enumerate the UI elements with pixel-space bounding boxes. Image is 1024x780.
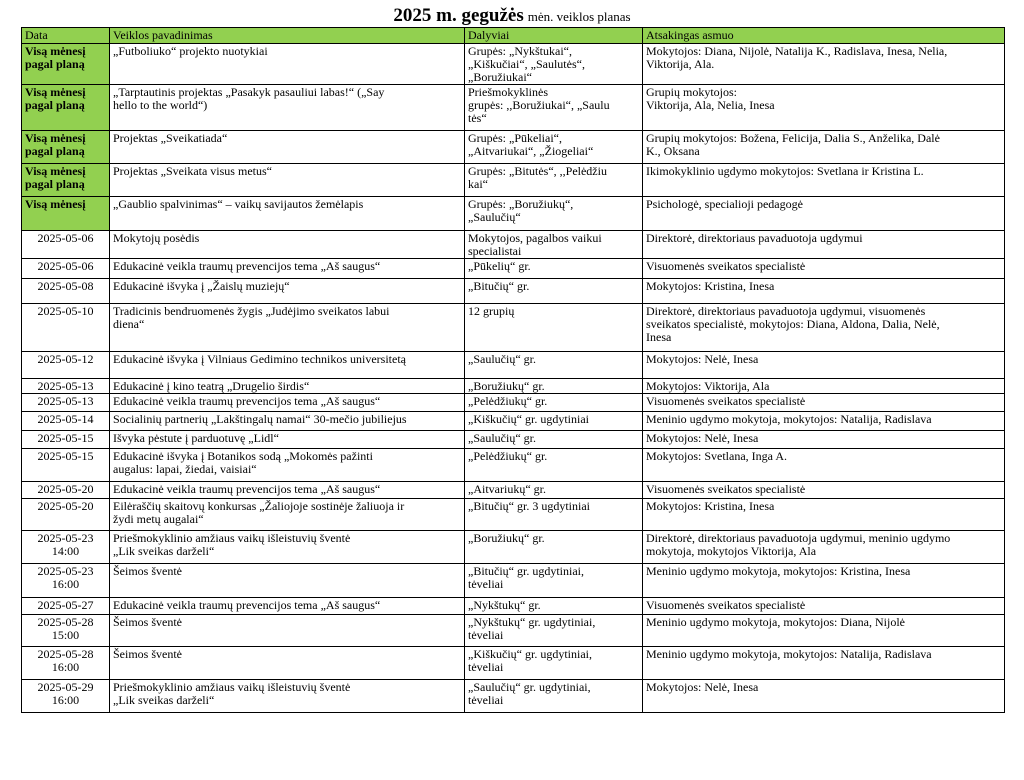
row-date: 2025-05-06 [22,259,110,279]
row-participants: „Saulučių“ gr. [465,431,643,449]
row-participants: Priešmokyklinės grupės: ,,Boružiukai“, „Saulu tės“ [465,85,643,131]
table-row [22,259,1005,279]
row-participants: Grupės: „Nykštukai“, „Kiškučiai“, „Saulutės“, „Boružiukai“ [465,44,643,85]
row-responsible: Mokytojos: Diana, Nijolė, Natalija K., Radislava, Inesa, Nelia, Viktorija, Ala. [643,44,1005,85]
row-participants: Grupės: „Boružiukų“, „Saulučių“ [465,197,643,231]
row-participants: Mokytojos, pagalbos vaikui specialistai [465,231,643,259]
row-responsible: Mokytojos: Svetlana, Inga A. [643,449,1005,482]
row-participants: „Kiškučių“ gr. ugdytiniai [465,412,643,431]
row-participants: „Aitvariukų“ gr. [465,482,643,499]
row-participants: Grupės: „Pūkeliai“, „Aitvariukai“, „Žiogeliai“ [465,131,643,164]
row-responsible: Direktorė, direktoriaus pavaduotoja ugdymui, meninio ugdymo mokytoja, mokytojos Viktorija, Ala [643,531,1005,564]
row-activity: Mokytojų posėdis [110,231,465,259]
table-row [22,379,1005,394]
row-activity: Edukacinė išvyka į Vilniaus Gedimino technikos universitetą [110,352,465,379]
table-row [22,431,1005,449]
row-participants: „Pūkelių“ gr. [465,259,643,279]
table-row [22,531,1005,564]
row-activity: Projektas „Sveikata visus metus“ [110,164,465,197]
row-participants: „Saulučių“ gr. [465,352,643,379]
row-responsible: Mokytojos: Nelė, Inesa [643,431,1005,449]
row-activity: Projektas „Sveikatiada“ [110,131,465,164]
row-participants: Grupės: „Bitutės“, ,,Pelėdžiu kai“ [465,164,643,197]
table-row [22,131,1005,164]
row-date: 2025-05-10 [22,304,110,352]
table-row [22,85,1005,131]
row-activity: Eilėraščių skaitovų konkursas „Žaliojoje sostinėje žaliuoja ir žydi metų augalai“ [110,499,465,531]
row-date: 2025-05-14 [22,412,110,431]
row-responsible: Meninio ugdymo mokytoja, mokytojos: Natalija, Radislava [643,412,1005,431]
table-row [22,598,1005,615]
row-date: 2025-05-12 [22,352,110,379]
row-activity: Edukacinė išvyka į Botanikos sodą „Mokomės pažinti augalus: lapai, žiedai, vaisiai“ [110,449,465,482]
row-date: 2025-05-15 [22,449,110,482]
row-activity: Edukacinė į kino teatrą „Drugelio širdis“ [110,379,465,394]
row-date: Visą mėnesį pagal planą [22,164,110,197]
row-date: 2025-05-28 16:00 [22,647,110,680]
row-activity: „Tarptautinis projektas „Pasakyk pasauliui labas!“ („Say hello to the world“) [110,85,465,131]
row-date: 2025-05-15 [22,431,110,449]
row-participants: „Kiškučių“ gr. ugdytiniai, tėveliai [465,647,643,680]
row-activity: Šeimos šventė [110,564,465,598]
table-row [22,197,1005,231]
row-date: Visą mėnesį [22,197,110,231]
row-responsible: Mokytojos: Nelė, Inesa [643,680,1005,713]
table-row [22,164,1005,197]
row-responsible: Meninio ugdymo mokytoja, mokytojos: Kristina, Inesa [643,564,1005,598]
row-activity: „Futboliuko“ projekto nuotykiai [110,44,465,85]
row-activity: Edukacinė veikla traumų prevencijos tema „Aš saugus“ [110,482,465,499]
title-main: 2025 m. gegužės [393,5,524,26]
row-responsible: Psichologė, specialioji pedagogė [643,197,1005,231]
row-date: 2025-05-08 [22,279,110,304]
row-responsible: Visuomenės sveikatos specialistė [643,598,1005,615]
table-row [22,482,1005,499]
row-participants: „Nykštukų“ gr. [465,598,643,615]
table-row [22,231,1005,259]
row-date: 2025-05-20 [22,499,110,531]
row-activity: „Gaublio spalvinimas“ – vaikų savijautos žemėlapis [110,197,465,231]
activity-plan-table [21,27,1005,713]
row-activity: Šeimos šventė [110,647,465,680]
row-participants: „Bitučių“ gr. 3 ugdytiniai [465,499,643,531]
row-date: 2025-05-27 [22,598,110,615]
table-row [22,304,1005,352]
row-activity: Priešmokyklinio amžiaus vaikų išleistuvių šventė „Lik sveikas darželi“ [110,531,465,564]
row-activity: Edukacinė veikla traumų prevencijos tema „Aš saugus“ [110,598,465,615]
row-activity: Tradicinis bendruomenės žygis „Judėjimo sveikatos labui diena“ [110,304,465,352]
row-responsible: Direktorė, direktoriaus pavaduotoja ugdymui [643,231,1005,259]
table-row [22,680,1005,713]
row-participants: „Boružiukų“ gr. [465,531,643,564]
row-date: 2025-05-28 15:00 [22,615,110,647]
row-activity: Edukacinė veikla traumų prevencijos tema „Aš saugus“ [110,394,465,412]
row-date: 2025-05-06 [22,231,110,259]
row-participants: „Boružiukų“ gr. [465,379,643,394]
row-responsible: Ikimokyklinio ugdymo mokytojos: Svetlana ir Kristina L. [643,164,1005,197]
row-activity: Priešmokyklinio amžiaus vaikų išleistuvių šventė „Lik sveikas darželi“ [110,680,465,713]
row-participants: „Pelėdžiukų“ gr. [465,449,643,482]
document-title [0,4,1024,29]
row-responsible: Mokytojos: Nelė, Inesa [643,352,1005,379]
header-activity: Veiklos pavadinimas [110,28,465,44]
table-row [22,352,1005,379]
row-date: 2025-05-13 [22,394,110,412]
table-row [22,615,1005,647]
row-activity: Edukacinė veikla traumų prevencijos tema „Aš saugus“ [110,259,465,279]
table-row [22,449,1005,482]
row-date: Visą mėnesį pagal planą [22,85,110,131]
row-responsible: Grupių mokytojos: Božena, Felicija, Dalia S., Anželika, Dalė K., Oksana [643,131,1005,164]
row-participants: 12 grupių [465,304,643,352]
row-participants: „Bitučių“ gr. [465,279,643,304]
row-responsible: Mokytojos: Viktorija, Ala [643,379,1005,394]
table-row [22,279,1005,304]
row-responsible: Mokytojos: Kristina, Inesa [643,279,1005,304]
row-date: 2025-05-23 16:00 [22,564,110,598]
row-participants: „Pelėdžiukų“ gr. [465,394,643,412]
row-date: Visą mėnesį pagal planą [22,44,110,85]
row-responsible: Visuomenės sveikatos specialistė [643,394,1005,412]
table-row [22,647,1005,680]
row-date: Visą mėnesį pagal planą [22,131,110,164]
table-row [22,499,1005,531]
table-row [22,394,1005,412]
row-responsible: Visuomenės sveikatos specialistė [643,482,1005,499]
row-participants: „Bitučių“ gr. ugdytiniai, tėveliai [465,564,643,598]
row-date: 2025-05-20 [22,482,110,499]
header-participants: Dalyviai [465,28,643,44]
header-date: Data [22,28,110,44]
row-activity: Socialinių partnerių „Lakštingalų namai“ 30-mečio jubiliejus [110,412,465,431]
row-responsible: Direktorė, direktoriaus pavaduotoja ugdymui, visuomenės sveikatos specialistė, mokytojos: Diana, Aldona, Dalia, Nelė, Inesa [643,304,1005,352]
row-date: 2025-05-29 16:00 [22,680,110,713]
row-date: 2025-05-13 [22,379,110,394]
table-row [22,564,1005,598]
row-participants: „Saulučių“ gr. ugdytiniai, tėveliai [465,680,643,713]
table-body [22,44,1005,713]
row-responsible: Visuomenės sveikatos specialistė [643,259,1005,279]
row-responsible: Grupių mokytojos: Viktorija, Ala, Nelia, Inesa [643,85,1005,131]
header-responsible: Atsakingas asmuo [643,28,1005,44]
row-participants: „Nykštukų“ gr. ugdytiniai, tėveliai [465,615,643,647]
table-row [22,412,1005,431]
title-sub: mėn. veiklos planas [527,9,631,24]
row-responsible: Meninio ugdymo mokytoja, mokytojos: Diana, Nijolė [643,615,1005,647]
table-row [22,44,1005,85]
row-date: 2025-05-23 14:00 [22,531,110,564]
row-activity: Edukacinė išvyka į „Žaislų muziejų“ [110,279,465,304]
table-header-row [22,28,1005,44]
row-responsible: Meninio ugdymo mokytoja, mokytojos: Natalija, Radislava [643,647,1005,680]
row-activity: Šeimos šventė [110,615,465,647]
row-activity: Išvyka pėstute į parduotuvę „Lidl“ [110,431,465,449]
row-responsible: Mokytojos: Kristina, Inesa [643,499,1005,531]
